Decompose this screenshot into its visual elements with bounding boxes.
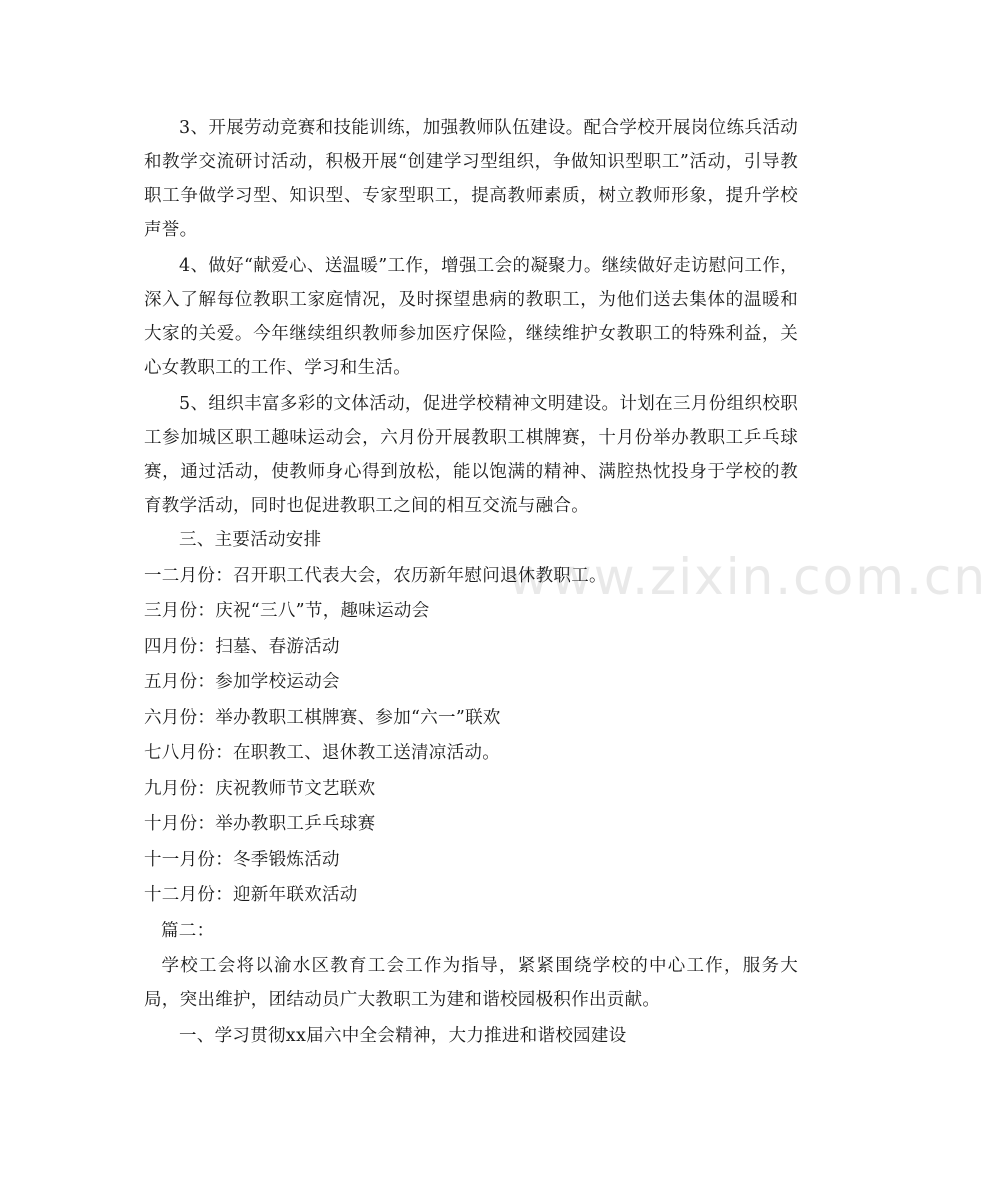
schedule-item: 三月份：庆祝“三八”节，趣味运动会 <box>144 601 430 621</box>
part-two-heading-1: 一、学习贯彻xx届六中全会精神，大力推进和谐校园建设 <box>179 1026 627 1046</box>
paragraph-item-4: 4、做好“献爱心、送温暖”工作，增强工会的凝聚力。继续做好走访慰问工作，深入了解每位教职工家庭情况，及时探望患病的教职工，为他们送去集体的温暖和大家的关爱。今年继续组织教师参加医疗保险，继续维护女教职工的特殊利益，关心女教职工的工作、学习和生活。 <box>144 256 798 378</box>
document-content <box>144 111 798 1055</box>
part-two-label: 篇二： <box>161 920 215 941</box>
schedule-item: 十一月份：冬季锻炼活动 <box>144 849 340 870</box>
paragraph-item-5: 5、组织丰富多彩的文体活动，促进学校精神文明建设。计划在三月份组织校职工参加城区职工趣味运动会，六月份开展教职工棋牌赛，十月份举办教职工乒乓球赛，通过活动，使教师身心得到放松，能以饱满的精神、满腔热忱投身于学校的教育教学活动，同时也促进教职工之间的相互交流与融合。 <box>144 394 798 516</box>
section-heading-schedule: 三、主要活动安排 <box>179 530 322 550</box>
paragraph-item-3: 3、开展劳动竞赛和技能训练，加强教师队伍建设。配合学校开展岗位练兵活动和教学交流研讨活动，积极开展“创建学习型组织，争做知识型职工”活动，引导教职工争做学习型、知识型、专家型职工，提高教师素质，树立教师形象，提升学校声誉。 <box>144 118 798 240</box>
schedule-item: 七八月份：在职教工、退休教工送清凉活动。 <box>144 743 500 763</box>
schedule-item: 一二月份：召开职工代表大会，农历新年慰问退休教职工。 <box>144 565 607 586</box>
schedule-item: 五月份：参加学校运动会 <box>144 672 340 692</box>
part-two-intro: 学校工会将以渝水区教育工会工作为指导，紧紧围绕学校的中心工作，服务大局，突出维护，团结动员广大教职工为建和谐校园极积作出贡献。 <box>144 956 798 1010</box>
watermark: www.zixin.com.cn <box>508 548 987 606</box>
schedule-item: 四月份：扫墓、春游活动 <box>144 636 340 657</box>
schedule-item: 六月份：举办教职工棋牌赛、参加“六一”联欢 <box>144 707 501 728</box>
schedule-item: 十月份：举办教职工乒乓球赛 <box>144 814 376 834</box>
schedule-item: 九月份：庆祝教师节文艺联欢 <box>144 778 376 799</box>
schedule-item: 十二月份：迎新年联欢活动 <box>144 885 358 905</box>
